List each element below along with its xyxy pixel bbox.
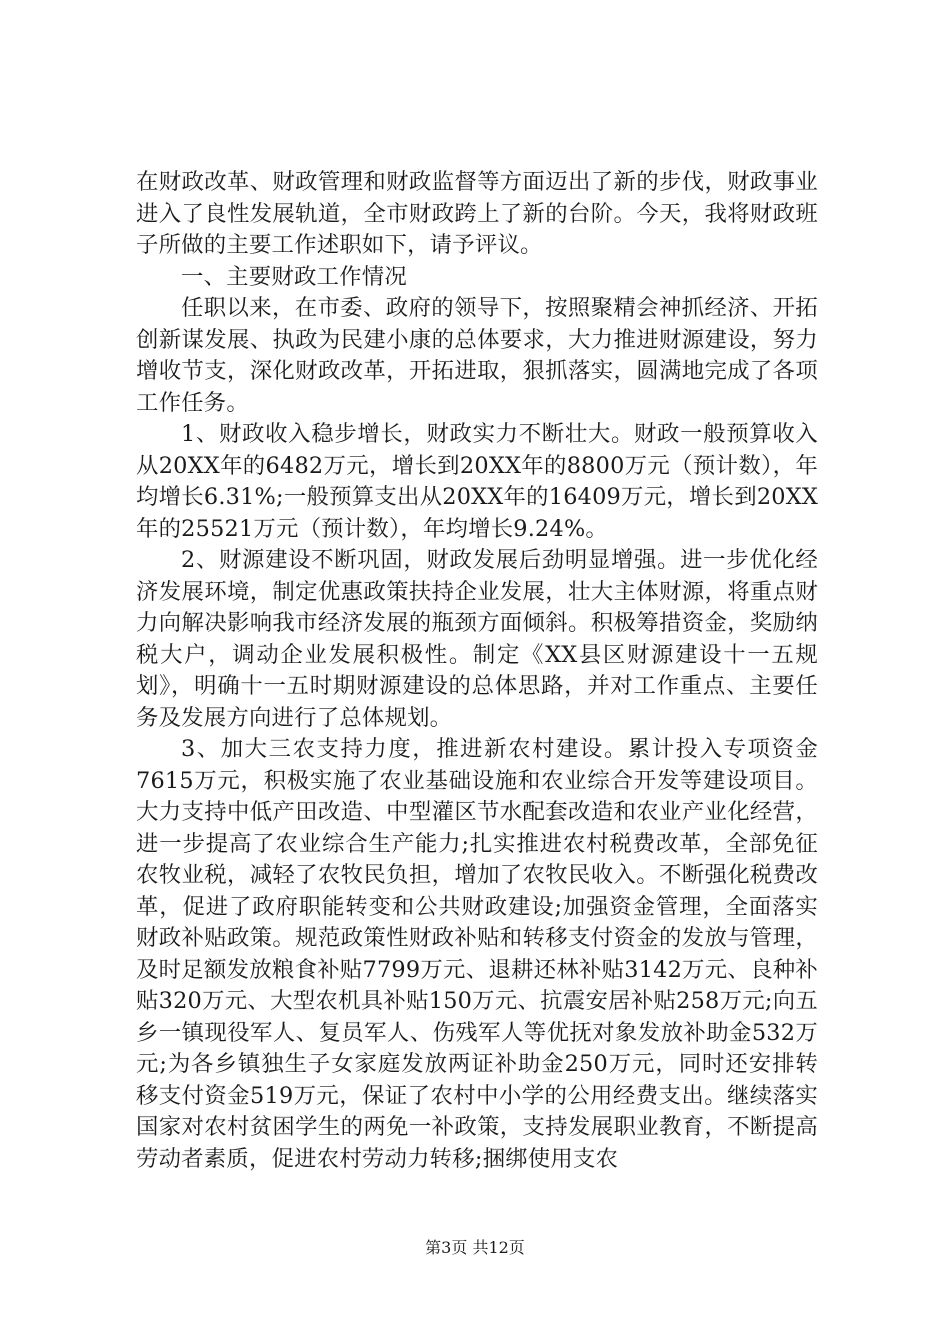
document-body [136,167,818,1175]
paragraph-intro: 任职以来，在市委、政府的领导下，按照聚精会神抓经济、开拓创新谋发展、执政为民建小康的总体要求，大力推进财源建设，努力增收节支，深化财政改革，开拓进取，狠抓落实，圆满地完成了各项工作任务。 [136,295,818,416]
section-heading: 一、主要财政工作情况 [181,263,407,290]
paragraph-continuation: 在财政改革、财政管理和财政监督等方面迈出了新的步伐，财政事业进入了良性发展轨道，全市财政跨上了新的台阶。今天，我将财政班子所做的主要工作述职如下，请予评议。 [136,169,818,258]
paragraph-item-2: 2、财源建设不断巩固，财政发展后劲明显增强。进一步优化经济发展环境，制定优惠政策扶持企业发展，壮大主体财源，将重点财力向解决影响我市经济发展的瓶颈方面倾斜。积极筹措资金，奖励纳税大户，调动企业发展积极性。制定《XX县区财源建设十一五规划》，明确十一五时期财源建设的总体思路，并对工作重点、主要任务及发展方向进行了总体规划。 [136,547,818,731]
paragraph-item-3: 3、加大三农支持力度，推进新农村建设。累计投入专项资金7615万元，积极实施了农业基础设施和农业综合开发等建设项目。大力支持中低产田改造、中型灌区节水配套改造和农业产业化经营，进一步提高了农业综合生产能力;扎实推进农村税费改革，全部免征农牧业税，减轻了农牧民负担，增加了农牧民收入。不断强化税费改革，促进了政府职能转变和公共财政建设;加强资金管理，全面落实财政补贴政策。规范政策性财政补贴和转移支付资金的发放与管理，及时足额发放粮食补贴7799万元、退耕还林补贴3142万元、良种补贴320万元、大型农机具补贴150万元、抗震安居补贴258万元;向五乡一镇现役军人、复员军人、伤残军人等优抚对象发放补助金532万元;为各乡镇独生子女家庭发放两证补助金250万元，同时还安排转移支付资金519万元，保证了农村中小学的公用经费支出。继续落实国家对农村贫困学生的两免一补政策，支持发展职业教育，不断提高劳动者素质，促进农村劳动力转移;捆绑使用支农 [136,736,818,1172]
paragraph-item-1: 1、财政收入稳步增长，财政实力不断壮大。财政一般预算收入从20XX年的6482万元，增长到20XX年的8800万元（预计数），年均增长6.31%;一般预算支出从20XX年的16409万元，增长到20XX年的25521万元（预计数），年均增长9.24%。 [136,421,818,542]
page-footer: 第3页 共12页 [425,1238,525,1257]
